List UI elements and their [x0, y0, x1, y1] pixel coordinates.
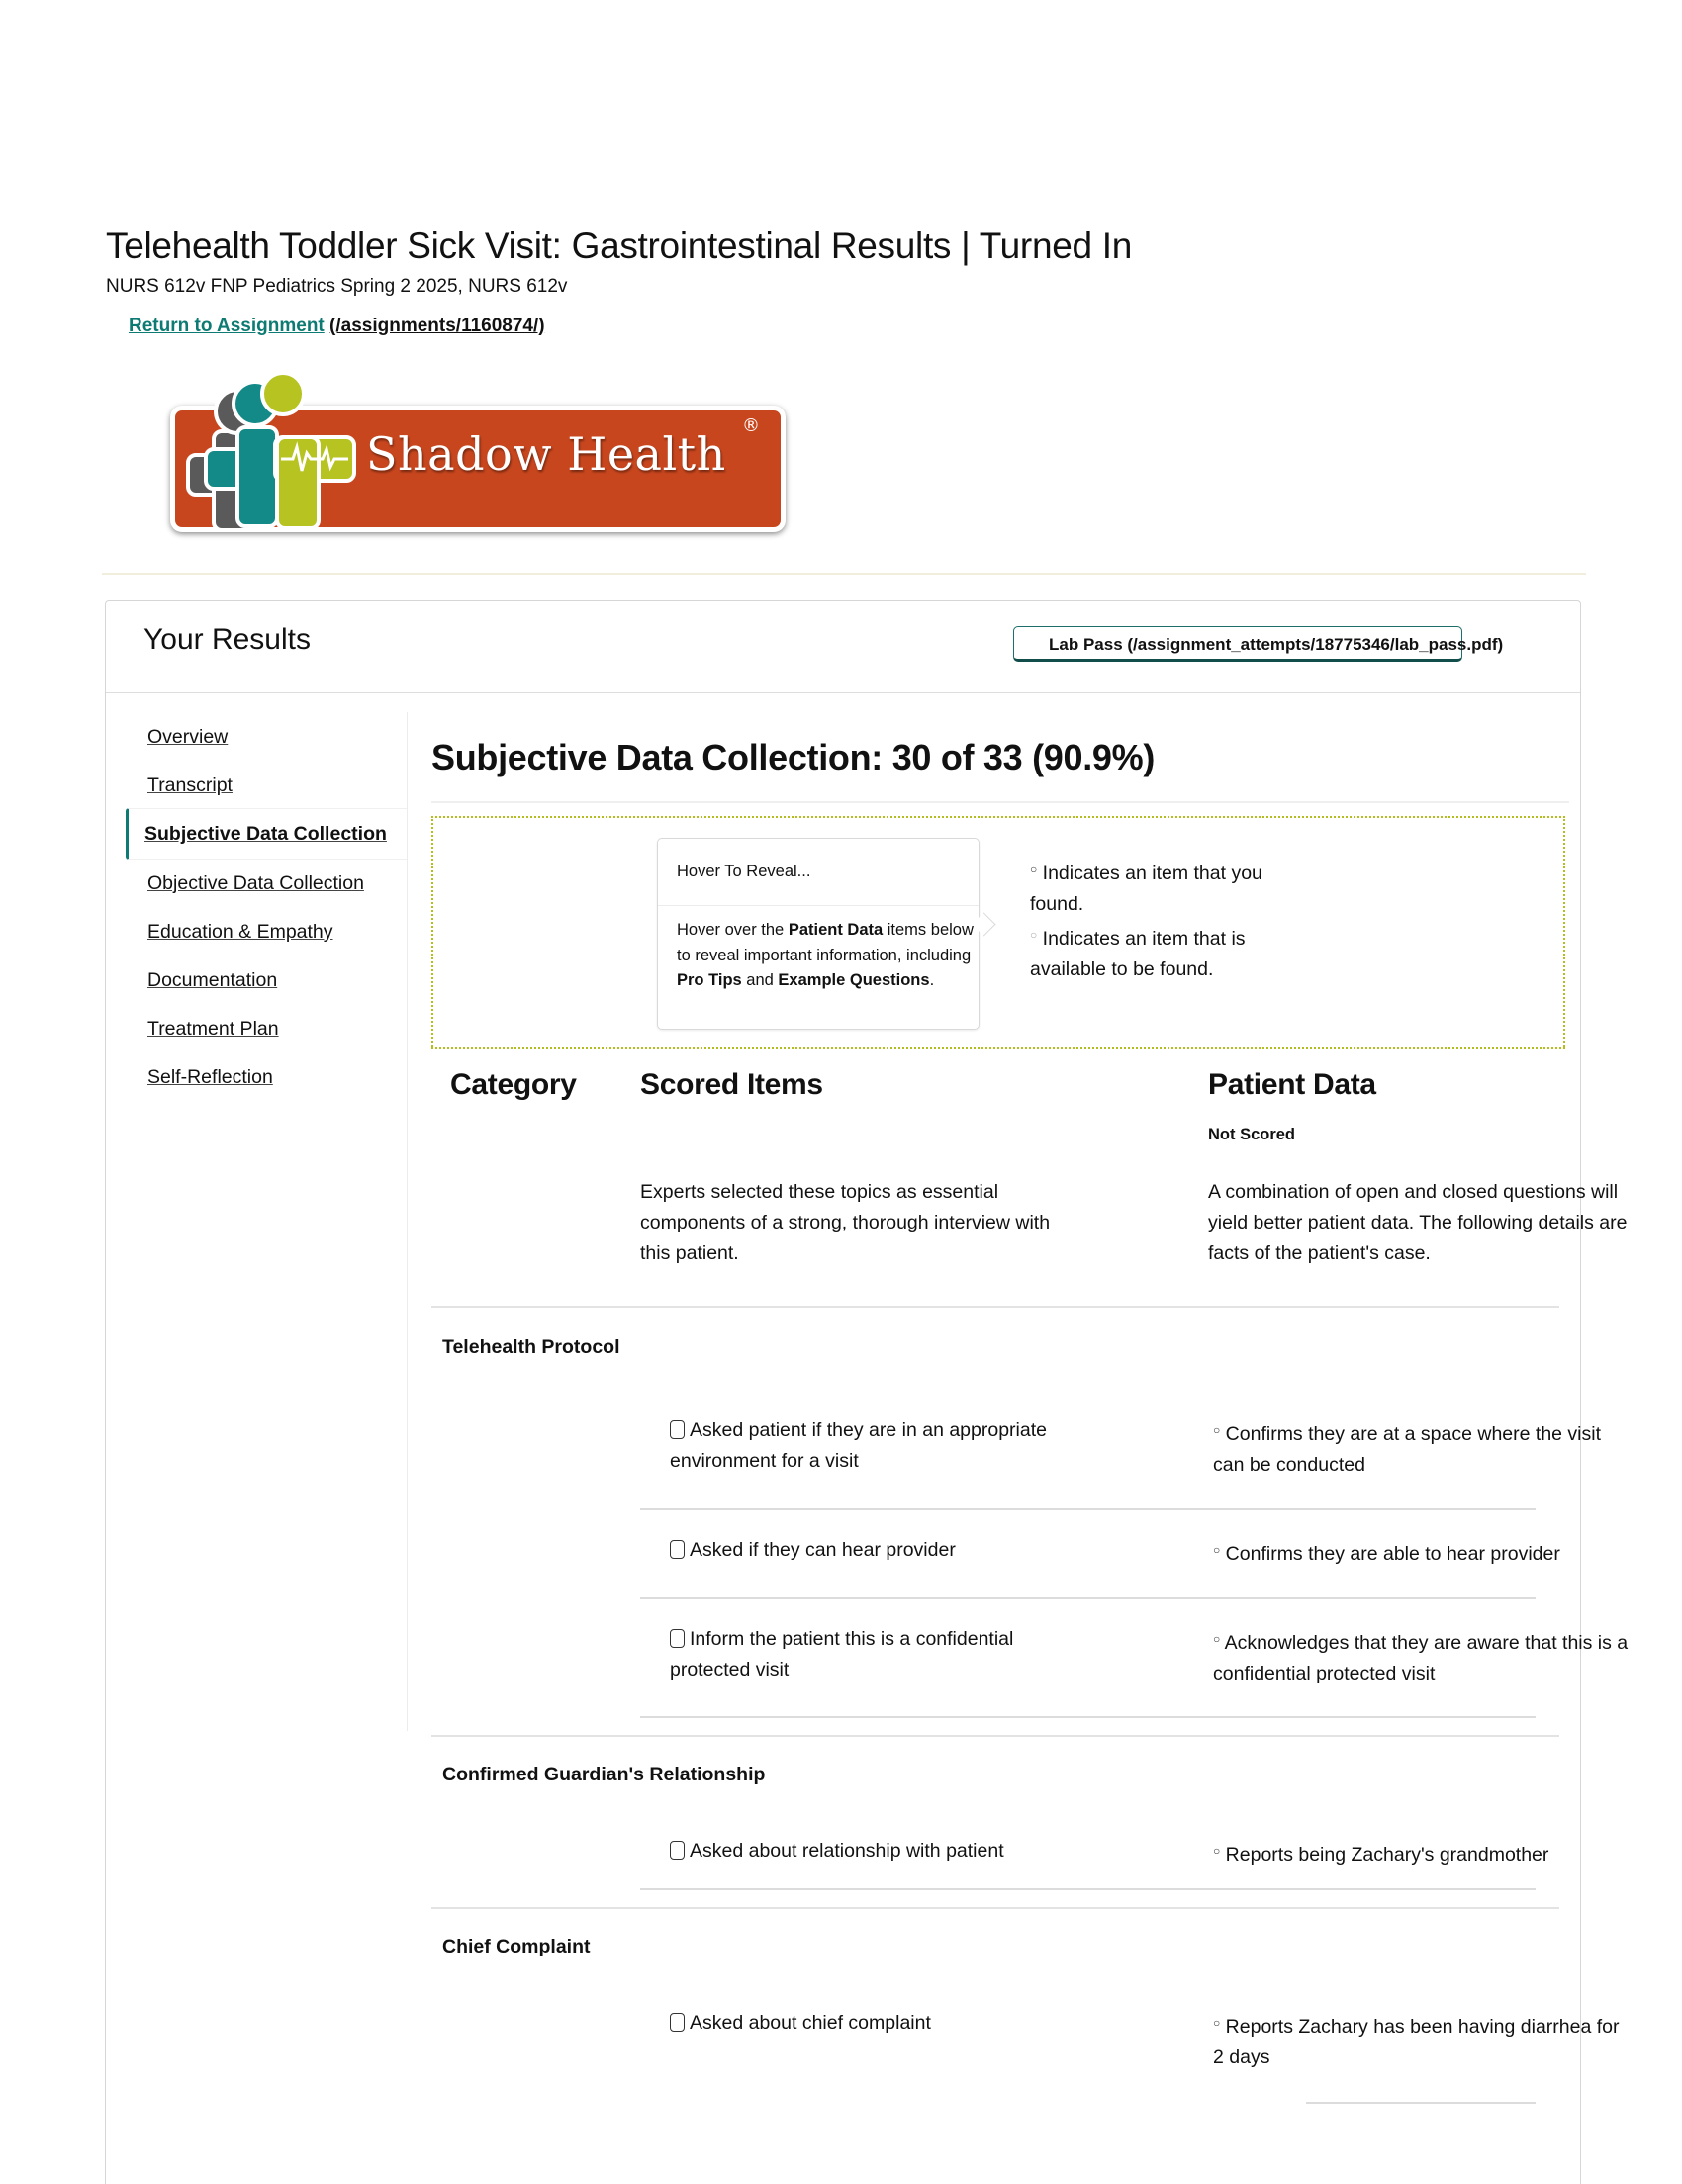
- section-title: Subjective Data Collection: 30 of 33 (90.9%): [431, 737, 1156, 777]
- course-subtitle: NURS 612v FNP Pediatrics Spring 2 2025, NURS 612v: [106, 276, 568, 297]
- category-guardian-relationship: Confirmed Guardian's Relationship: [442, 1764, 766, 1785]
- legend-box: [431, 816, 1565, 1049]
- scored-items-description: Experts selected these topics as essential components of a strong, thorough interview with this patient.: [640, 1181, 1051, 1264]
- column-header-category: Category: [450, 1068, 577, 1101]
- legend-text: [1030, 855, 1287, 985]
- sidebar-item-transcript[interactable]: Transcript: [147, 774, 233, 796]
- results-title: Your Results: [143, 623, 311, 656]
- scored-item: Inform the patient this is a confidential protected visit: [670, 1628, 1014, 1681]
- patient-data-item[interactable]: ○ Confirms they are able to hear provider: [1213, 1543, 1560, 1565]
- scored-item: Asked about chief complaint: [670, 2008, 1066, 2039]
- sidebar-item-overview[interactable]: Overview: [147, 726, 229, 748]
- checkbox-icon: [670, 1841, 685, 1860]
- header-divider: [102, 573, 1586, 575]
- sidebar-item-self-reflection[interactable]: Self-Reflection: [147, 1066, 273, 1088]
- row-divider: [640, 1508, 1536, 1510]
- sidebar-item-treatment-plan[interactable]: Treatment Plan: [147, 1018, 279, 1040]
- legend-found: ○ Indicates an item that you found.: [1030, 863, 1262, 915]
- found-circle-icon: ○: [1030, 863, 1038, 876]
- row-divider: [640, 1716, 1536, 1718]
- sidebar-item-objective-data-collection[interactable]: Objective Data Collection: [147, 872, 364, 894]
- return-to-assignment-link[interactable]: Return to Assignment: [129, 316, 325, 336]
- not-scored-label: Not Scored: [1208, 1126, 1296, 1143]
- results-sidebar: [126, 712, 408, 1731]
- category-chief-complaint: Chief Complaint: [442, 1936, 591, 1957]
- sidebar-item-subjective-data-collection[interactable]: Subjective Data Collection: [126, 808, 407, 860]
- row-divider: [1306, 2102, 1536, 2104]
- logo-figures-icon: [166, 372, 364, 535]
- found-circle-icon: ○: [1213, 1543, 1221, 1557]
- sidebar-item-documentation[interactable]: Documentation: [147, 969, 278, 991]
- found-circle-icon: ○: [1213, 2016, 1221, 2030]
- category-divider: [431, 1735, 1559, 1737]
- row-divider: [640, 1888, 1536, 1890]
- results-card: [105, 600, 1629, 2184]
- page-title: Telehealth Toddler Sick Visit: Gastrointestinal Results | Turned In: [106, 226, 1133, 266]
- legend-available: ○ Indicates an item that is available to be found.: [1030, 928, 1246, 980]
- patient-data-item[interactable]: ○ Confirms they are at a space where the visit can be conducted: [1213, 1423, 1602, 1476]
- registered-mark: ®: [742, 415, 760, 436]
- patient-data-item[interactable]: ○ Reports being Zachary's grandmother: [1213, 1844, 1549, 1866]
- found-circle-icon: ○: [1213, 1423, 1221, 1437]
- checkbox-icon: [670, 1540, 685, 1559]
- sidebar-item-education-empathy[interactable]: Education & Empathy: [147, 921, 333, 943]
- scored-item: Asked about relationship with patient: [670, 1836, 1066, 1866]
- column-header-scored-items: Scored Items: [640, 1068, 823, 1101]
- row-divider: [640, 1597, 1536, 1599]
- available-circle-icon: ○: [1030, 928, 1038, 942]
- patient-data-item[interactable]: ○ Reports Zachary has been having diarrhea for 2 days: [1213, 2016, 1620, 2068]
- logo-text: Shadow Health: [366, 427, 726, 481]
- return-to-assignment-path[interactable]: (/assignments/1160874/): [329, 316, 545, 336]
- shadow-health-logo: [166, 372, 782, 535]
- lab-pass-button[interactable]: Lab Pass (/assignment_attempts/18775346/lab_pass.pdf): [1013, 626, 1462, 662]
- return-to-assignment[interactable]: [129, 316, 545, 337]
- popover-title: Hover To Reveal...: [658, 839, 979, 906]
- found-circle-icon: ○: [1213, 1844, 1221, 1858]
- category-divider: [431, 1907, 1559, 1909]
- category-telehealth-protocol: Telehealth Protocol: [442, 1336, 620, 1358]
- checkbox-icon: [670, 1420, 685, 1439]
- patient-data-description: A combination of open and closed questions will yield better patient data. The following details are facts of the patient's case.: [1208, 1181, 1628, 1264]
- patient-data-item[interactable]: ○ Acknowledges that they are aware that this is a confidential protected visit: [1213, 1632, 1629, 1684]
- popover-arrow: [972, 912, 995, 936]
- column-header-patient-data: Patient Data: [1208, 1068, 1376, 1101]
- checkbox-icon: [670, 1629, 685, 1648]
- scored-item: Asked if they can hear provider: [670, 1535, 1066, 1566]
- hover-to-reveal-popover: [657, 838, 980, 1030]
- found-circle-icon: ○: [1213, 1632, 1221, 1646]
- checkbox-icon: [670, 2013, 685, 2032]
- title-divider: [431, 801, 1569, 803]
- category-divider: [431, 1306, 1559, 1308]
- popover-body: Hover over the Patient Data items below to reveal important information, including Pro Tips and Example Questions.: [677, 921, 974, 989]
- results-header: [106, 601, 1580, 693]
- scored-item: Asked patient if they are in an appropriate environment for a visit: [670, 1419, 1047, 1472]
